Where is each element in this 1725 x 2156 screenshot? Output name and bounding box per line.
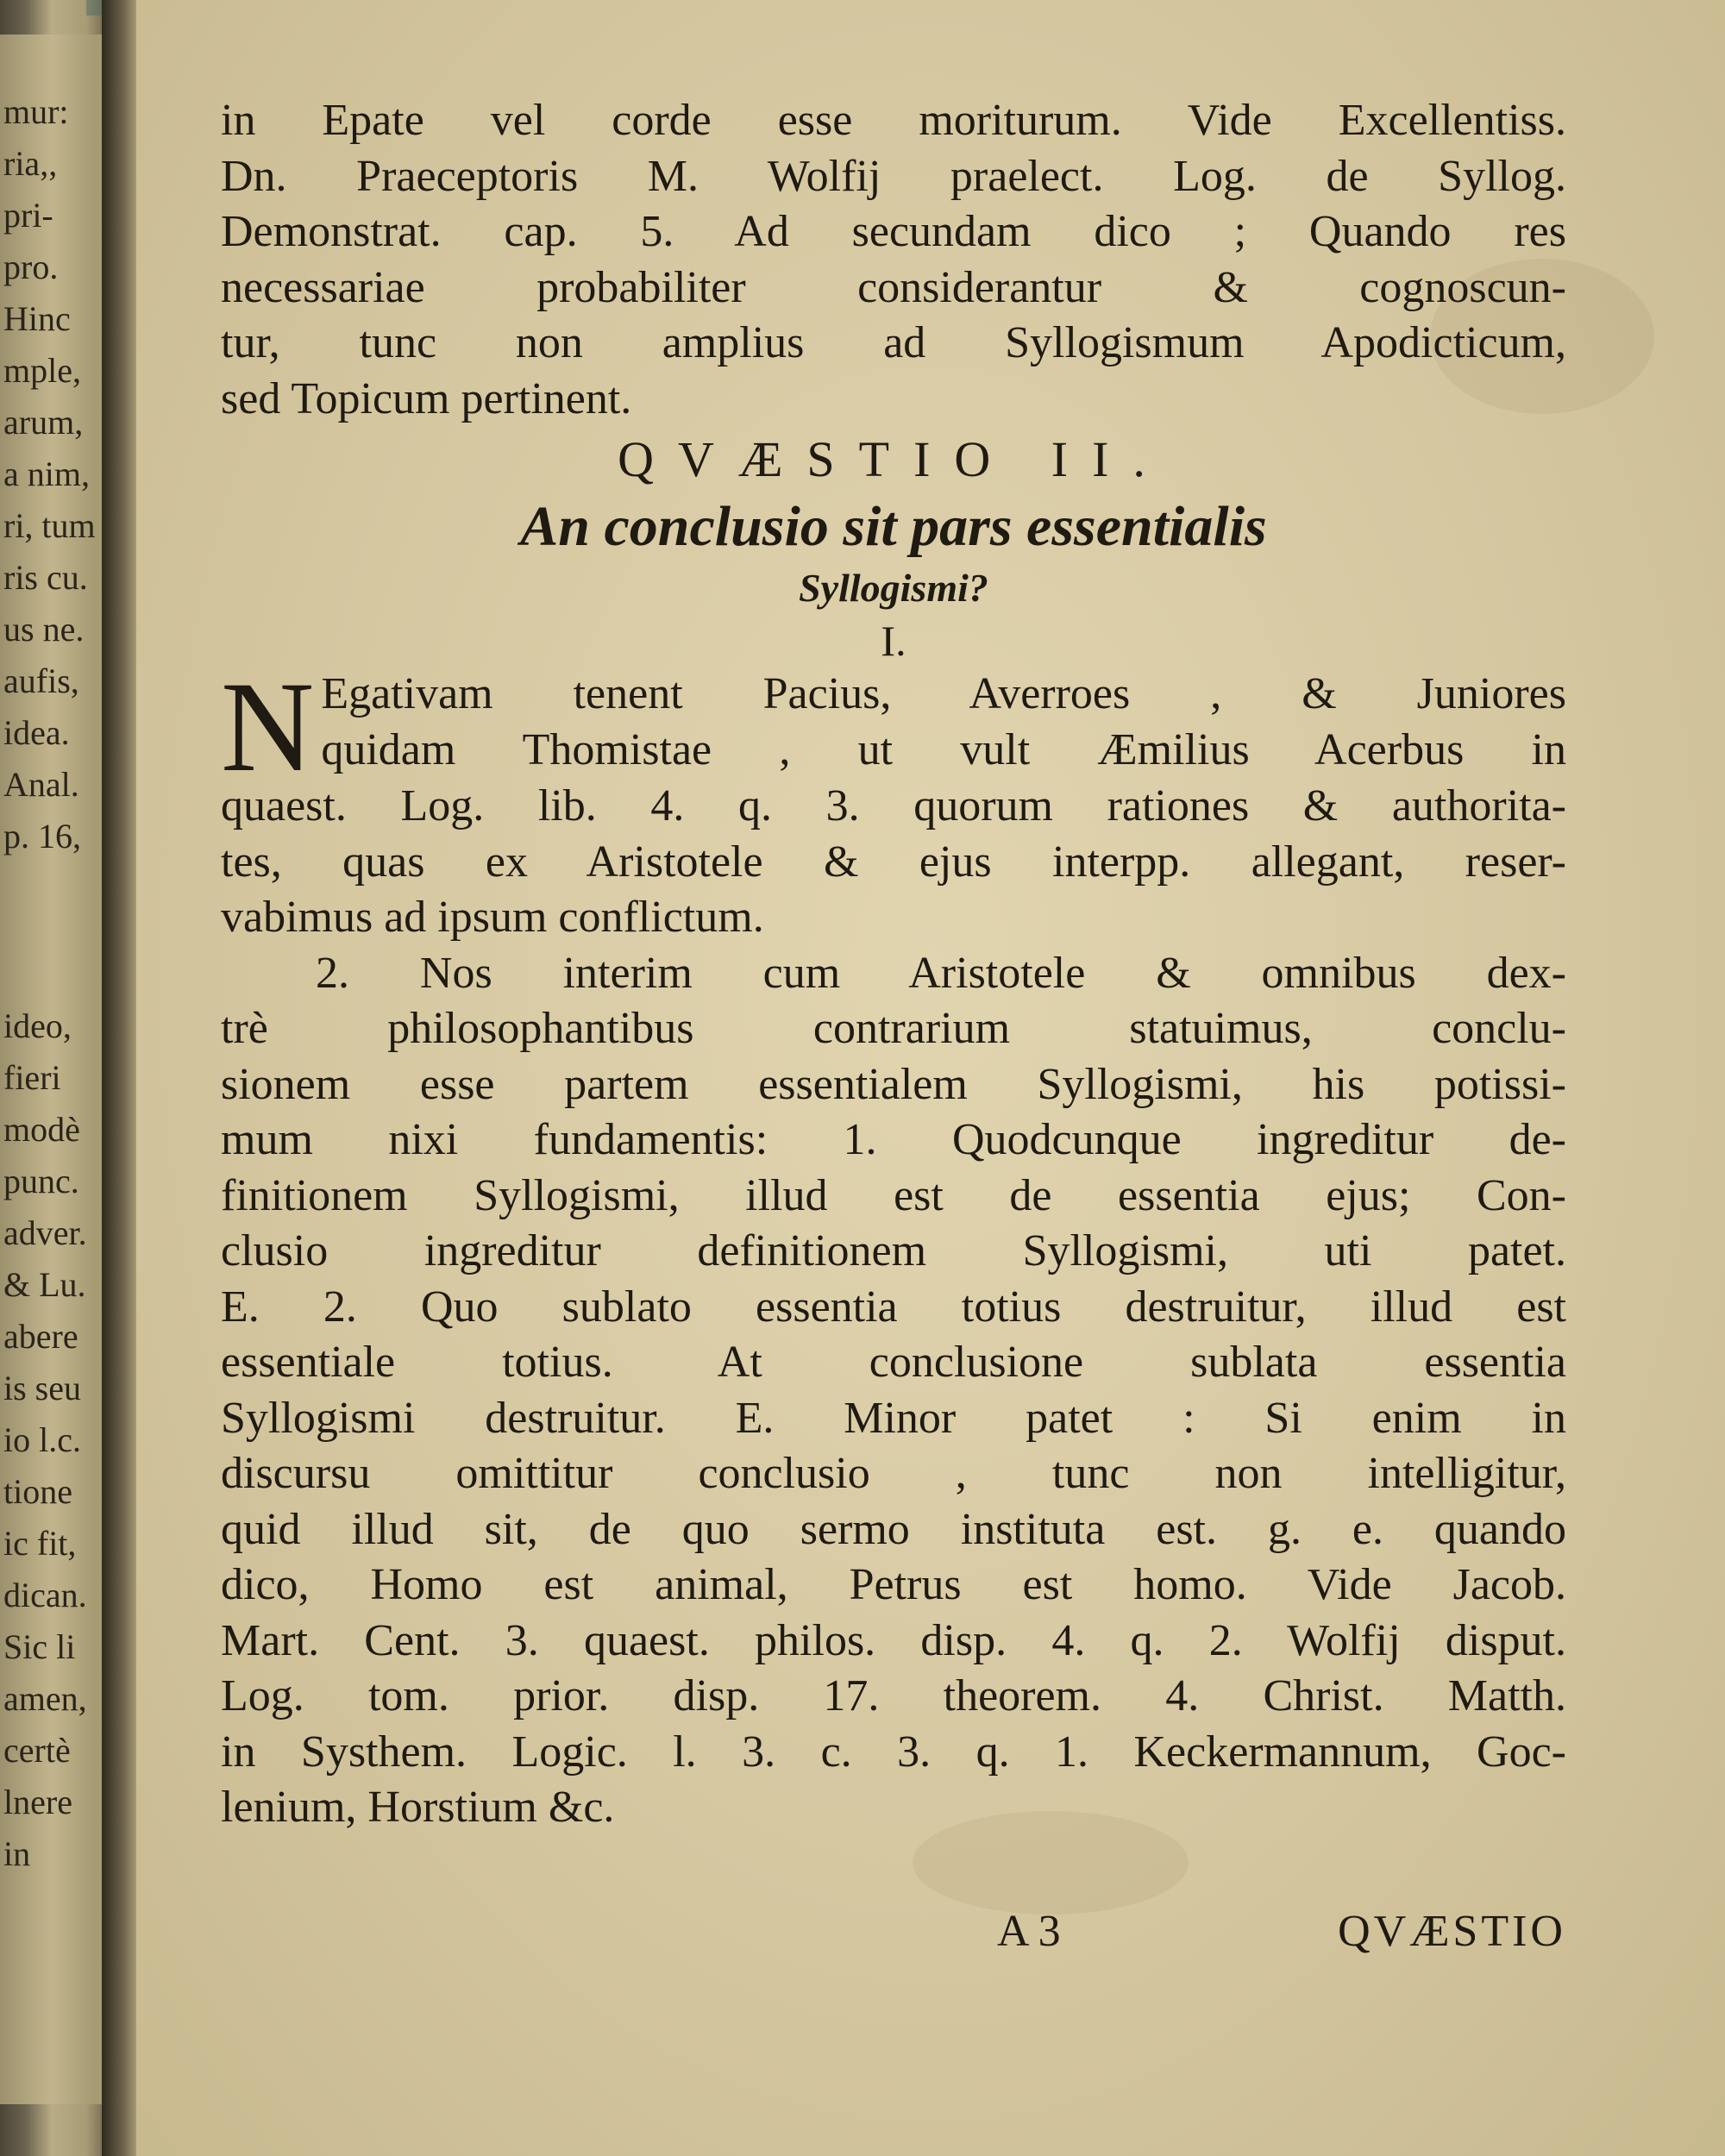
text-line: quaest. Log. lib. 4. q. 3. quorum rationes & authorita- [221,781,1566,830]
margin-fragment: amen, [3,1679,87,1718]
margin-fragment: tione [3,1472,72,1511]
margin-fragment: dican. [3,1576,87,1614]
text-line: discursu omittitur conclusio , tunc non intelligitur, [221,1449,1566,1498]
margin-fragment: lnere [3,1783,72,1821]
text-line: quid illud sit, de quo sermo instituta est. g. e. quando [221,1504,1566,1554]
margin-fragment: Sic li [3,1627,76,1666]
text-line: 2. Nos interim cum Aristotele & omnibus dex- [316,948,1566,998]
margin-fragment: arum, [3,403,84,442]
text-line: trè philosophantibus contrarium statuimus, conclu- [221,1004,1566,1053]
text-line: dico, Homo est animal, Petrus est homo. Vide Jacob. [221,1560,1566,1609]
margin-fragment: pri- [3,196,53,235]
margin-fragment: certè [3,1731,71,1770]
text-line: tes, quas ex Aristotele & ejus interpp. allegant, reser- [221,837,1566,887]
text-line: essentiale totius. At conclusione sublata essentia [221,1338,1566,1387]
text-line: vabimus ad ipsum conflictum. [221,893,764,942]
text-line: quidam Thomistae , ut vult Æmilius Acerbus in [321,724,1566,774]
text-line: necessariae probabiliter considerantur & cognoscun- [221,262,1566,312]
text-line: mum nixi fundamentis: 1. Quodcunque ingreditur de- [221,1115,1566,1164]
margin-fragment: Hinc [3,299,71,338]
section-number: I. [881,617,906,665]
text-line: Egativam tenent Pacius, Averroes , & Juniores [321,669,1566,718]
text-line: clusio ingreditur definitionem Syllogismi, uti patet. [221,1226,1566,1275]
margin-fragment: adver. [3,1213,87,1252]
text-line: Mart. Cent. 3. quaest. philos. disp. 4. q. 2. Wolfij disput. [221,1615,1566,1665]
text-line: E. 2. Quo sublato essentia totius destruitur, illud est [221,1282,1566,1332]
paragraph-one [221,655,1566,946]
margin-fragment: modè [3,1110,80,1149]
text-line: sed Topicum pertinent. [221,373,632,423]
text-line: Log. tom. prior. disp. 17. theorem. 4. Christ. Matth. [221,1671,1566,1720]
question-title: An conclusio sit pars essentialis [520,495,1267,558]
margin-fragment: Anal. [3,765,79,804]
margin-fragment: pro. [3,248,59,286]
text-line: Demonstrat. cap. 5. Ad secundam dico ; Quando res [221,207,1566,256]
margin-fragment: p. 16, [3,817,81,856]
margin-fragment: ris cu. [3,558,88,597]
drop-cap: N [221,655,315,799]
paragraph-two [221,946,1566,1836]
margin-fragment: abere [3,1317,78,1356]
text-line: finitionem Syllogismi, illud est de essentia ejus; Con- [221,1170,1566,1220]
margin-fragment: is seu [3,1369,81,1407]
text-line: sionem esse partem essentialem Syllogismi, his potissi- [221,1059,1566,1109]
text-line: Dn. Praeceptoris M. Wolfij praelect. Log. de Syllog. [221,151,1566,201]
page-footer [221,1906,1566,1966]
question-subtitle: Syllogismi? [799,566,988,610]
margin-fragment: mple, [3,351,81,390]
margin-fragment: a nim, [3,454,90,493]
margin-fragment: & Lu. [3,1265,86,1304]
signature-mark: A 3 [997,1907,1061,1956]
catchword: QVÆSTIO [1338,1907,1566,1956]
text-line: tur, tunc non amplius ad Syllogismum Apodicticum, [221,318,1566,367]
quaestio-heading: QVÆSTIO II. [618,431,1170,487]
margin-fragment: mur: [3,92,69,131]
margin-fragment: io l.c. [3,1420,81,1459]
text-line: in Systhem. Logic. l. 3. c. 3. q. 1. Keckermannum, Goc- [221,1727,1566,1777]
book-page [136,0,1725,2156]
margin-fragment: us ne. [3,610,85,649]
margin-fragment: ideo, [3,1006,72,1045]
margin-fragment: ri, tum [3,506,96,545]
margin-fragment: punc. [3,1162,79,1200]
text-line: Syllogismi destruitur. E. Minor patet : Si enim in [221,1393,1566,1443]
margin-fragment: in [3,1834,31,1873]
page-text [221,93,1566,1836]
book-gutter [102,0,136,2156]
margin-fragment: ic fit, [3,1524,77,1563]
margin-fragment: fieri [3,1058,61,1097]
text-line: in Epate vel corde esse moriturum. Vide Excellentiss. [221,96,1566,145]
margin-fragment: idea. [3,713,70,752]
margin-fragment: ria,, [3,144,58,183]
left-page-fragment [0,34,102,2104]
text-line: lenium, Horstium &c. [221,1783,615,1832]
margin-fragment: aufis, [3,661,79,700]
